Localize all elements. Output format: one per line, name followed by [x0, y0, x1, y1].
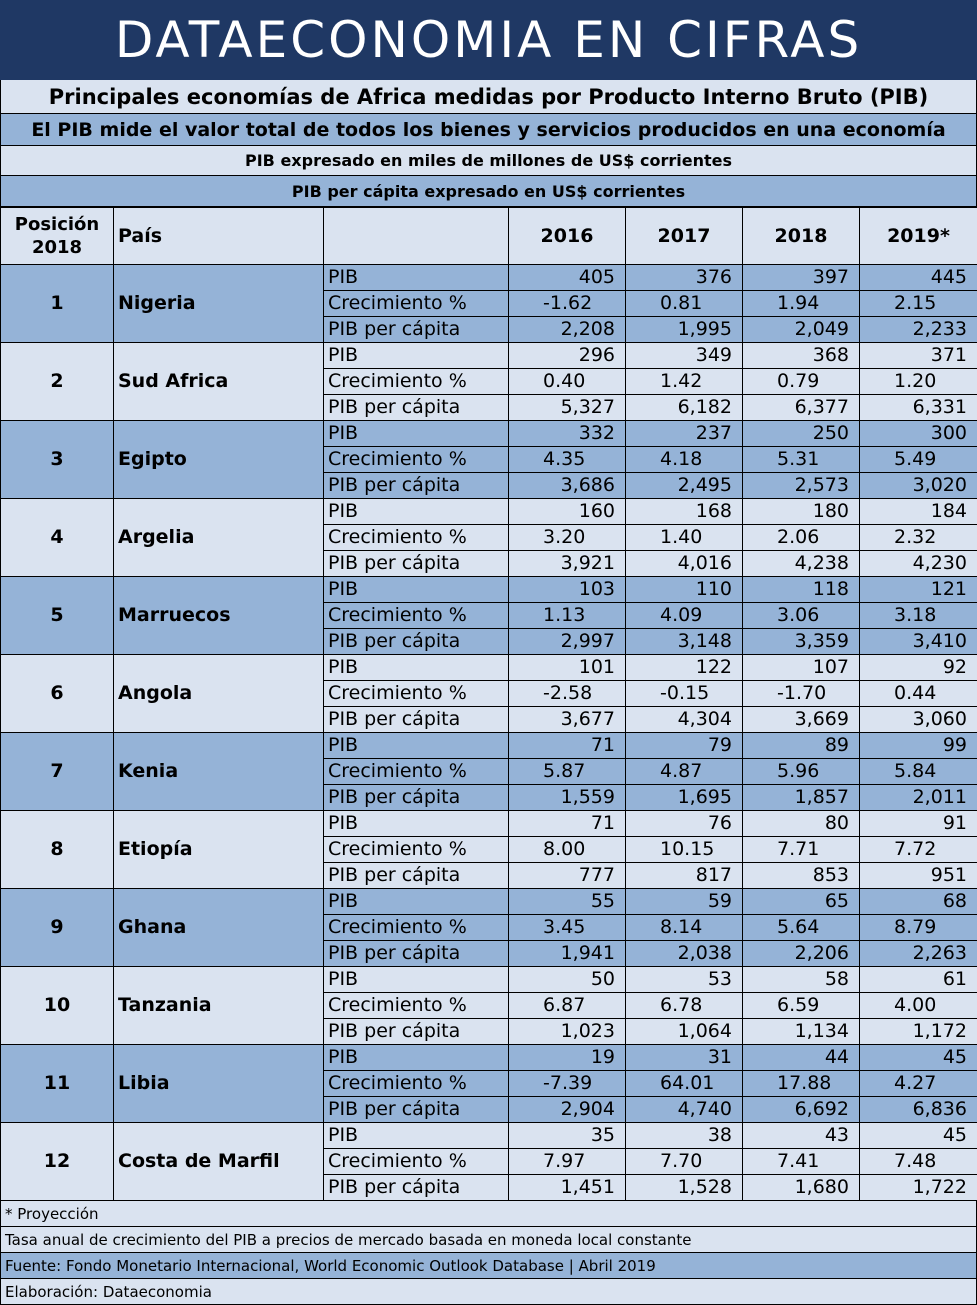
indicator-pib: PIB	[324, 1123, 509, 1149]
percapita-value: 1,134	[743, 1019, 860, 1045]
percapita-value: 2,049	[743, 317, 860, 343]
percapita-value: 3,669	[743, 707, 860, 733]
growth-value: 8.00	[509, 837, 626, 863]
percapita-value: 3,020	[860, 473, 977, 499]
percapita-value: 4,740	[626, 1097, 743, 1123]
percapita-value: 1,722	[860, 1175, 977, 1201]
pib-value: 121	[860, 577, 977, 603]
growth-value: 6.78	[626, 993, 743, 1019]
indicator-pib: PIB	[324, 1045, 509, 1071]
indicator-percapita: PIB per cápita	[324, 1097, 509, 1123]
table-row	[1, 265, 977, 291]
pib-value: 107	[743, 655, 860, 681]
indicator-growth: Crecimiento %	[324, 837, 509, 863]
growth-value: 3.06	[743, 603, 860, 629]
footnote-source: Fuente: Fondo Monetario Internacional, World Economic Outlook Database | Abril 2019	[0, 1253, 977, 1279]
percapita-value: 951	[860, 863, 977, 889]
table-row	[1, 577, 977, 603]
percapita-value: 1,451	[509, 1175, 626, 1201]
country-cell: Tanzania	[114, 967, 324, 1045]
percapita-value: 1,064	[626, 1019, 743, 1045]
growth-value: 4.35	[509, 447, 626, 473]
table-row	[1, 421, 977, 447]
rank-cell: 4	[1, 499, 114, 577]
percapita-value: 6,836	[860, 1097, 977, 1123]
growth-value: -2.58	[509, 681, 626, 707]
percapita-unit-note: PIB per cápita expresado en US$ corrientes	[0, 176, 977, 207]
table-row	[1, 733, 977, 759]
percapita-value: 817	[626, 863, 743, 889]
percapita-value: 2,495	[626, 473, 743, 499]
pib-value: 45	[860, 1045, 977, 1071]
pib-value: 237	[626, 421, 743, 447]
indicator-growth: Crecimiento %	[324, 369, 509, 395]
percapita-value: 3,686	[509, 473, 626, 499]
header-year-2017: 2017	[626, 208, 743, 265]
percapita-value: 2,573	[743, 473, 860, 499]
growth-value: 4.27	[860, 1071, 977, 1097]
growth-value: 4.87	[626, 759, 743, 785]
pib-value: 445	[860, 265, 977, 291]
pib-value: 101	[509, 655, 626, 681]
indicator-growth: Crecimiento %	[324, 681, 509, 707]
indicator-percapita: PIB per cápita	[324, 551, 509, 577]
growth-value: -7.39	[509, 1071, 626, 1097]
indicator-pib: PIB	[324, 421, 509, 447]
pib-value: 19	[509, 1045, 626, 1071]
growth-value: 6.59	[743, 993, 860, 1019]
growth-value: 5.84	[860, 759, 977, 785]
percapita-value: 1,528	[626, 1175, 743, 1201]
pib-value: 349	[626, 343, 743, 369]
growth-value: 8.14	[626, 915, 743, 941]
growth-value: 10.15	[626, 837, 743, 863]
growth-value: 2.32	[860, 525, 977, 551]
percapita-value: 4,238	[743, 551, 860, 577]
header-country: País	[114, 208, 324, 265]
country-cell: Libia	[114, 1045, 324, 1123]
growth-value: 1.20	[860, 369, 977, 395]
percapita-value: 1,023	[509, 1019, 626, 1045]
indicator-growth: Crecimiento %	[324, 1071, 509, 1097]
percapita-value: 2,208	[509, 317, 626, 343]
growth-value: 5.87	[509, 759, 626, 785]
pib-value: 59	[626, 889, 743, 915]
indicator-pib: PIB	[324, 889, 509, 915]
indicator-growth: Crecimiento %	[324, 291, 509, 317]
country-cell: Sud Africa	[114, 343, 324, 421]
percapita-value: 3,060	[860, 707, 977, 733]
pib-value: 53	[626, 967, 743, 993]
growth-value: 4.00	[860, 993, 977, 1019]
growth-value: 4.09	[626, 603, 743, 629]
growth-value: 2.06	[743, 525, 860, 551]
pib-value: 61	[860, 967, 977, 993]
indicator-pib: PIB	[324, 655, 509, 681]
pib-value: 250	[743, 421, 860, 447]
growth-value: 0.79	[743, 369, 860, 395]
country-cell: Etiopía	[114, 811, 324, 889]
percapita-value: 777	[509, 863, 626, 889]
header-year-2018: 2018	[743, 208, 860, 265]
country-cell: Ghana	[114, 889, 324, 967]
gdp-table	[0, 207, 977, 1201]
pib-value: 91	[860, 811, 977, 837]
growth-value: 5.49	[860, 447, 977, 473]
growth-value: 7.72	[860, 837, 977, 863]
indicator-percapita: PIB per cápita	[324, 863, 509, 889]
indicator-growth: Crecimiento %	[324, 1149, 509, 1175]
pib-value: 368	[743, 343, 860, 369]
growth-value: 1.13	[509, 603, 626, 629]
growth-value: 5.31	[743, 447, 860, 473]
growth-value: 6.87	[509, 993, 626, 1019]
percapita-value: 6,182	[626, 395, 743, 421]
growth-value: 7.71	[743, 837, 860, 863]
pib-value: 45	[860, 1123, 977, 1149]
indicator-percapita: PIB per cápita	[324, 941, 509, 967]
pib-value: 180	[743, 499, 860, 525]
country-cell: Angola	[114, 655, 324, 733]
growth-value: 3.18	[860, 603, 977, 629]
pib-value: 92	[860, 655, 977, 681]
pib-value: 371	[860, 343, 977, 369]
pib-value: 35	[509, 1123, 626, 1149]
pib-value: 168	[626, 499, 743, 525]
country-cell: Nigeria	[114, 265, 324, 343]
growth-value: 7.97	[509, 1149, 626, 1175]
indicator-growth: Crecimiento %	[324, 915, 509, 941]
percapita-value: 1,559	[509, 785, 626, 811]
indicator-growth: Crecimiento %	[324, 993, 509, 1019]
percapita-value: 1,995	[626, 317, 743, 343]
indicator-growth: Crecimiento %	[324, 603, 509, 629]
pib-value: 122	[626, 655, 743, 681]
subtitle: El PIB mide el valor total de todos los bienes y servicios producidos en una economía	[0, 114, 977, 146]
indicator-pib: PIB	[324, 343, 509, 369]
indicator-pib: PIB	[324, 967, 509, 993]
footnote-author: Elaboración: Dataeconomia	[0, 1279, 977, 1305]
growth-value: 7.41	[743, 1149, 860, 1175]
table-row	[1, 811, 977, 837]
percapita-value: 1,172	[860, 1019, 977, 1045]
header-year-2016: 2016	[509, 208, 626, 265]
growth-value: 3.20	[509, 525, 626, 551]
percapita-value: 1,680	[743, 1175, 860, 1201]
pib-value: 71	[509, 811, 626, 837]
table-header-row	[1, 208, 977, 265]
table-row	[1, 343, 977, 369]
header-year-2019: 2019*	[860, 208, 977, 265]
percapita-value: 1,941	[509, 941, 626, 967]
table-row	[1, 1045, 977, 1071]
table-row	[1, 655, 977, 681]
rank-cell: 8	[1, 811, 114, 889]
percapita-value: 4,016	[626, 551, 743, 577]
growth-value: 5.64	[743, 915, 860, 941]
growth-value: 0.44	[860, 681, 977, 707]
pib-value: 397	[743, 265, 860, 291]
growth-value: 1.42	[626, 369, 743, 395]
rank-cell: 2	[1, 343, 114, 421]
header-position: Posición 2018	[1, 208, 114, 265]
rank-cell: 7	[1, 733, 114, 811]
growth-value: 3.45	[509, 915, 626, 941]
percapita-value: 4,304	[626, 707, 743, 733]
pib-value: 300	[860, 421, 977, 447]
pib-value: 43	[743, 1123, 860, 1149]
percapita-value: 1,695	[626, 785, 743, 811]
indicator-percapita: PIB per cápita	[324, 1019, 509, 1045]
percapita-value: 3,921	[509, 551, 626, 577]
pib-value: 160	[509, 499, 626, 525]
footnote-projection: * Proyección	[0, 1201, 977, 1227]
growth-value: 2.15	[860, 291, 977, 317]
percapita-value: 4,230	[860, 551, 977, 577]
indicator-pib: PIB	[324, 499, 509, 525]
rank-cell: 12	[1, 1123, 114, 1201]
indicator-percapita: PIB per cápita	[324, 785, 509, 811]
indicator-pib: PIB	[324, 733, 509, 759]
pib-value: 68	[860, 889, 977, 915]
pib-value: 405	[509, 265, 626, 291]
growth-value: 1.94	[743, 291, 860, 317]
rank-cell: 3	[1, 421, 114, 499]
growth-value: 8.79	[860, 915, 977, 941]
header-indicator	[324, 208, 509, 265]
growth-value: 0.81	[626, 291, 743, 317]
rank-cell: 9	[1, 889, 114, 967]
pib-value: 103	[509, 577, 626, 603]
pib-unit-note: PIB expresado en miles de millones de US$ corrientes	[0, 146, 977, 176]
indicator-pib: PIB	[324, 811, 509, 837]
percapita-value: 5,327	[509, 395, 626, 421]
indicator-percapita: PIB per cápita	[324, 395, 509, 421]
pib-value: 58	[743, 967, 860, 993]
pib-value: 55	[509, 889, 626, 915]
growth-value: 0.40	[509, 369, 626, 395]
pib-value: 99	[860, 733, 977, 759]
pib-value: 38	[626, 1123, 743, 1149]
pib-value: 50	[509, 967, 626, 993]
country-cell: Marruecos	[114, 577, 324, 655]
indicator-growth: Crecimiento %	[324, 525, 509, 551]
pib-value: 184	[860, 499, 977, 525]
country-cell: Argelia	[114, 499, 324, 577]
banner-title: DATAECONOMIA EN CIFRAS	[0, 0, 977, 80]
rank-cell: 1	[1, 265, 114, 343]
indicator-pib: PIB	[324, 577, 509, 603]
growth-value: 4.18	[626, 447, 743, 473]
growth-value: -1.70	[743, 681, 860, 707]
indicator-pib: PIB	[324, 265, 509, 291]
growth-value: -0.15	[626, 681, 743, 707]
pib-value: 44	[743, 1045, 860, 1071]
growth-value: 7.48	[860, 1149, 977, 1175]
rank-cell: 6	[1, 655, 114, 733]
indicator-percapita: PIB per cápita	[324, 317, 509, 343]
growth-value: 17.88	[743, 1071, 860, 1097]
percapita-value: 6,692	[743, 1097, 860, 1123]
pib-value: 65	[743, 889, 860, 915]
rank-cell: 10	[1, 967, 114, 1045]
rank-cell: 5	[1, 577, 114, 655]
country-cell: Kenia	[114, 733, 324, 811]
main-title: Principales economías de Africa medidas por Producto Interno Bruto (PIB)	[0, 80, 977, 114]
table-row	[1, 499, 977, 525]
pib-value: 71	[509, 733, 626, 759]
percapita-value: 2,997	[509, 629, 626, 655]
pib-value: 80	[743, 811, 860, 837]
rank-cell: 11	[1, 1045, 114, 1123]
percapita-value: 3,677	[509, 707, 626, 733]
percapita-value: 1,857	[743, 785, 860, 811]
percapita-value: 2,904	[509, 1097, 626, 1123]
pib-value: 31	[626, 1045, 743, 1071]
country-cell: Costa de Marfil	[114, 1123, 324, 1201]
percapita-value: 2,233	[860, 317, 977, 343]
percapita-value: 3,148	[626, 629, 743, 655]
growth-value: 64.01	[626, 1071, 743, 1097]
indicator-percapita: PIB per cápita	[324, 473, 509, 499]
percapita-value: 2,011	[860, 785, 977, 811]
table-row	[1, 889, 977, 915]
pib-value: 118	[743, 577, 860, 603]
growth-value: 5.96	[743, 759, 860, 785]
percapita-value: 2,263	[860, 941, 977, 967]
growth-value: -1.62	[509, 291, 626, 317]
indicator-percapita: PIB per cápita	[324, 629, 509, 655]
pib-value: 376	[626, 265, 743, 291]
pib-value: 89	[743, 733, 860, 759]
pib-value: 76	[626, 811, 743, 837]
pib-value: 296	[509, 343, 626, 369]
pib-value: 79	[626, 733, 743, 759]
indicator-growth: Crecimiento %	[324, 447, 509, 473]
percapita-value: 3,359	[743, 629, 860, 655]
table-row	[1, 1123, 977, 1149]
pib-value: 332	[509, 421, 626, 447]
table-row	[1, 967, 977, 993]
growth-value: 1.40	[626, 525, 743, 551]
indicator-growth: Crecimiento %	[324, 759, 509, 785]
percapita-value: 2,206	[743, 941, 860, 967]
pib-value: 110	[626, 577, 743, 603]
indicator-percapita: PIB per cápita	[324, 1175, 509, 1201]
growth-value: 7.70	[626, 1149, 743, 1175]
footnote-growth: Tasa anual de crecimiento del PIB a precios de mercado basada en moneda local constante	[0, 1227, 977, 1253]
table-body	[1, 265, 977, 1201]
percapita-value: 2,038	[626, 941, 743, 967]
percapita-value: 3,410	[860, 629, 977, 655]
percapita-value: 6,377	[743, 395, 860, 421]
percapita-value: 853	[743, 863, 860, 889]
indicator-percapita: PIB per cápita	[324, 707, 509, 733]
country-cell: Egipto	[114, 421, 324, 499]
percapita-value: 6,331	[860, 395, 977, 421]
